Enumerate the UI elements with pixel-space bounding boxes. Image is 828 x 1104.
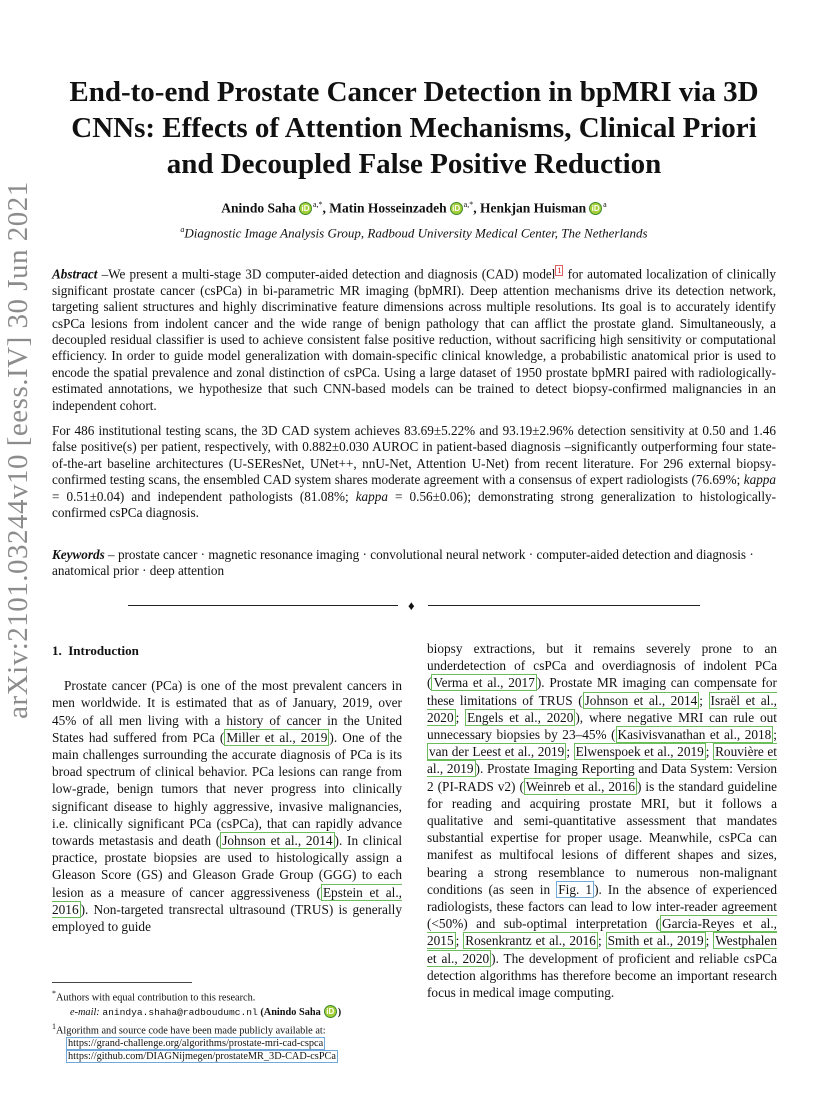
- citation-link[interactable]: Johnson et al., 2014: [222, 833, 333, 849]
- abstract-text: for automated localization of clinically significant prostate cancer (csPCa) in bi-parametric MR imaging (bpMRI). Deep attention mechanisms drive its detection network, targeting salient structures and highly discriminative feature dimensions across multiple resolutions. Its goal is to accurately identify csPCa lesions from indolent cancer and the wide range of benign pathology that can afflict the prostate gland. Simultaneously, a decoupled residual classifier is used to achieve consistent false positive reduction, without sacrificing high sensitivity or computational efficiency. In order to guide model generalization with domain-specific clinical knowledge, a probabilistic anatomical prior is used to encode the spatial prevalence and zonal distinction of csPCa. Using a large dataset of 1950 prostate bpMRI paired with radiologically-estimated annotations, we hypothesize that such CNN-based models can be trained to detect biopsy-confirmed malignancies in an independent cohort.: [52, 266, 776, 413]
- citation-link[interactable]: Westphalen et al., 2020: [427, 933, 777, 966]
- abstract-text: –We present a multi-stage 3D computer-aided detection and diagnosis (CAD) model: [97, 266, 556, 282]
- keywords: [52, 547, 776, 580]
- orcid-icon[interactable]: iD: [324, 1005, 337, 1018]
- author-list: Anindo Saha iD $^{a,*}$, Matin Hosseinzadeh iD $^{a,*}$, Henkjan Huisman iD $^a$: [221, 200, 607, 216]
- paper-title: End-to-end Prostate Cancer Detection in bpMRI via 3D CNNs: Effects of Attention Mechanisms, Clinical Priori and Decoupled False Positive Reduction: [69, 76, 759, 180]
- citation-link[interactable]: Smith et al., 2019: [607, 933, 704, 949]
- email-label: e-mail:: [70, 1006, 100, 1018]
- section-title: Introduction: [68, 643, 139, 658]
- body-text: ). Non-targeted transrectal ultrasound (TRUS) is generally employed to guide: [52, 901, 402, 935]
- body-text: ). In clinical practice, prostate biopsies are used to histologically assign a Gleason Score (GS) and Gleason Grade Group (GGG) to each lesion as a measure of cancer aggressiveness (: [52, 833, 403, 900]
- abstract-paragraph-2: [52, 423, 776, 521]
- keywords-label: Keywords: [52, 547, 105, 562]
- body-text: ;: [597, 933, 606, 949]
- separator-line-left: [128, 605, 398, 606]
- body-text: ;: [773, 727, 777, 743]
- body-text: ). In the absence of experienced radiologists, these factors can lead to low inter-reader agreement (<50%) and sub-optimal interpretation (: [427, 881, 777, 932]
- abstract-paragraph-1: [52, 263, 776, 414]
- orcid-icon[interactable]: iD: [299, 202, 312, 215]
- citation-link[interactable]: Miller et al., 2019: [226, 729, 328, 745]
- citation-link[interactable]: Kasivisvanathan et al., 2018: [617, 727, 772, 743]
- citation-link[interactable]: Johnson et al., 2014: [584, 692, 698, 708]
- footnote-email: [52, 1005, 402, 1020]
- section-heading: [52, 642, 402, 659]
- citation-link[interactable]: Israël et al., 2020: [427, 692, 777, 725]
- section-number: 1.: [52, 643, 62, 658]
- separator-diamond-icon: ♦: [408, 598, 415, 613]
- figure-link[interactable]: Fig. 1: [558, 881, 593, 897]
- body-text: Prostate cancer (PCa) is one of the most prevalent cancers in men worldwide. It is estimated that as of January, 2019, over 45% of all men living with a history of cancer in the United States had suffered from PCa (: [52, 678, 402, 745]
- abstract-text: = 0.56±0.06); demonstrating strong generalization to histologically-confirmed csPCa diagnosis.: [52, 488, 776, 521]
- footnote-ref-link[interactable]: 1: [557, 266, 562, 275]
- citation-link[interactable]: Verma et al., 2017: [433, 675, 535, 691]
- footnotes: [52, 987, 402, 1064]
- body-text: ;: [705, 744, 714, 760]
- author-affil-sup: a: [603, 200, 607, 209]
- author-name: Anindo Saha: [221, 200, 296, 216]
- footnote-sup: *: [52, 989, 56, 998]
- footnote-rule: [52, 982, 192, 983]
- abstract-label: Abstract: [52, 266, 98, 282]
- orcid-icon[interactable]: iD: [450, 202, 463, 215]
- kappa-symbol: kappa: [355, 488, 388, 504]
- algorithm-url-link[interactable]: https://grand-challenge.org/algorithms/prostate-mri-cad-cspca: [68, 1038, 324, 1050]
- abstract: [52, 263, 776, 530]
- body-text: ). The development of proficient and reliable csPCa detection algorithms has therefore become an important research focus in medical image computing.: [427, 950, 778, 1001]
- citation-link[interactable]: Engels et al., 2020: [467, 709, 574, 725]
- citation-link[interactable]: Weinreb et al., 2016: [525, 778, 635, 794]
- author-affil-sup: a,*: [312, 200, 323, 209]
- orcid-icon[interactable]: iD: [589, 202, 602, 215]
- arxiv-watermark: arXiv:2101.03244v10 [eess.IV] 30 Jun 2021: [2, 181, 34, 719]
- affiliation: [60, 225, 768, 241]
- author-name: Henkjan Huisman: [479, 200, 587, 216]
- affiliation-sup: a: [180, 225, 185, 234]
- body-text: ;: [455, 933, 464, 949]
- email-name-close: ): [337, 1006, 342, 1018]
- body-text: ;: [699, 692, 709, 708]
- body-text: ;: [455, 709, 466, 725]
- footnote-url-2: [52, 1050, 402, 1063]
- footnote-url-1: [52, 1037, 402, 1050]
- abstract-text: For 486 institutional testing scans, the 3D CAD system achieves 83.69±5.22% and 93.19±2.96% detection sensitivity at 0.50 and 1.46 false positive(s) per patient, respectively, with 0.882±0.030 AUROC in patient-based diagnosis –significantly outperforming four state-of-the-art baseline architectures (U-SEResNet, UNet++, nnU-Net, Attention U-Net) from recent literature. For 296 external biopsy-confirmed testing scans, the ensembled CAD system shares moderate agreement with a consensus of expert radiologists (76.69%;: [52, 423, 776, 488]
- body-text: ;: [705, 933, 714, 949]
- body-text: biopsy extractions, but it remains severely prone to an underdetection of csPCa and overdiagnosis of indolent PCa (: [427, 641, 777, 691]
- email-name: (Anindo Saha: [260, 1006, 321, 1018]
- separator-line-right: [428, 605, 700, 606]
- citation-link[interactable]: Rouvière et al., 2019: [427, 744, 777, 777]
- footnote-2: [52, 1020, 402, 1038]
- body-text: ;: [566, 744, 574, 760]
- citation-link[interactable]: Epstein et al., 2016: [52, 884, 402, 917]
- source-code-url-link[interactable]: https://github.com/DIAGNijmegen/prostateMR_3D-CAD-csPCa: [68, 1051, 336, 1063]
- author-name: Matin Hosseinzadeh: [329, 200, 447, 216]
- author-affil-sup: a,*: [463, 200, 474, 209]
- email-address[interactable]: anindya.shaha@radboudumc.nl: [102, 1006, 258, 1018]
- citation-link[interactable]: Rosenkrantz et al., 2016: [465, 933, 596, 949]
- footnote-sup: 1: [52, 1021, 56, 1031]
- body-text: ). Prostate Imaging Reporting and Data System: Version 2 (PI-RADS v2) (: [427, 761, 777, 794]
- intro-paragraph: [52, 677, 402, 935]
- kappa-symbol: kappa: [743, 472, 776, 488]
- keywords-text: – prostate cancer · magnetic resonance imaging · convolutional neural network · computer-aided detection and diagnosis · anatomical prior · deep attention: [52, 547, 754, 579]
- citation-link[interactable]: Elwenspoek et al., 2019: [575, 744, 704, 760]
- footnote-text: Authors with equal contribution to this research.: [56, 992, 256, 1004]
- column-left: [52, 642, 402, 935]
- footnote-1: [52, 987, 402, 1005]
- body-text: ), where negative MRI can rule out unnecessary biopsies by 23–45% (: [427, 709, 777, 743]
- body-text: ). Prostate MR imaging can compensate for these limitations of TRUS (: [427, 675, 777, 708]
- intro-paragraph-continued: [427, 640, 777, 1001]
- citation-link[interactable]: Garcia-Reyes et al., 2015: [427, 916, 777, 949]
- abstract-text: = 0.51±0.04) and independent pathologists (81.08%;: [52, 488, 356, 504]
- body-text: ). One of the main challenges surrounding the accurate diagnosis of PCa is its broad spectrum of clinical behavior. PCa lesions can range from low-grade, benign tumors that never progress into clinically significant disease to highly aggressive, invasive malignancies, i.e. clinically significant PCa (csPCa), that can rapidly advance towards metastasis and death (: [52, 729, 402, 849]
- body-text: ) is the standard guideline for reading and acquiring prostate MRI, but it follows a qualitative and semi-quantitative assessment that mandates substantial expertise for proper usage. Meanwhile, csPCa can manifest as multifocal lesions of different shapes and sizes, bearing a strong resemblance to numerous non-malignant conditions (as seen in: [427, 778, 777, 897]
- affiliation-text: Diagnostic Image Analysis Group, Radboud University Medical Center, The Netherlands: [184, 225, 648, 241]
- column-right: [427, 640, 777, 1001]
- citation-link[interactable]: van der Leest et al., 2019: [429, 744, 565, 760]
- footnote-text: Algorithm and source code have been made publicly available at:: [56, 1025, 326, 1037]
